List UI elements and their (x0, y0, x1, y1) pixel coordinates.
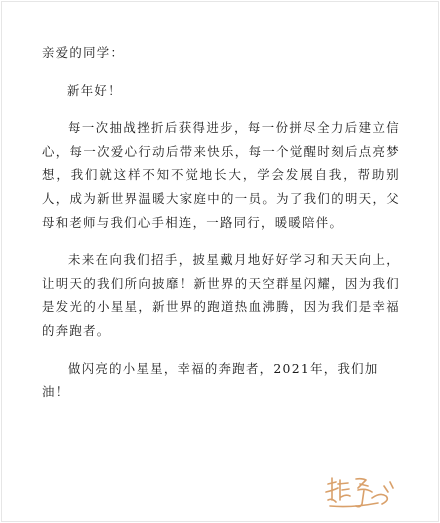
letter-body (42, 41, 400, 404)
greeting: 新年好！ (67, 82, 122, 98)
paragraph-2: 未来在向我们招手，披星戴月地好好学习和天天向上，让明天的我们所向披靡！新世界的天空群星闪耀，因为我们是发光的小星星，新世界的跑道热血沸腾，因为我们是幸福的奔跑者。 (42, 252, 400, 338)
salutation: 亲爱的同学： (42, 45, 125, 60)
paragraph-1: 每一次抽战挫折后获得进步，每一份拼尽全力后建立信心，每一次爱心行动后带来快乐，每一个觉醒时刻后点亮梦想，我们就这样不知不觉地长大，学会发展自我，帮助别人，成为新世界温暖大家庭中的一员。为了我们的明天，父母和老师与我们心手相连，一路同行，暖暖陪伴。 (42, 120, 400, 230)
handwritten-signature (322, 470, 398, 512)
closing-line: 做闪亮的小星星，幸福的奔跑者，2021年，我们加油！ (42, 360, 379, 400)
